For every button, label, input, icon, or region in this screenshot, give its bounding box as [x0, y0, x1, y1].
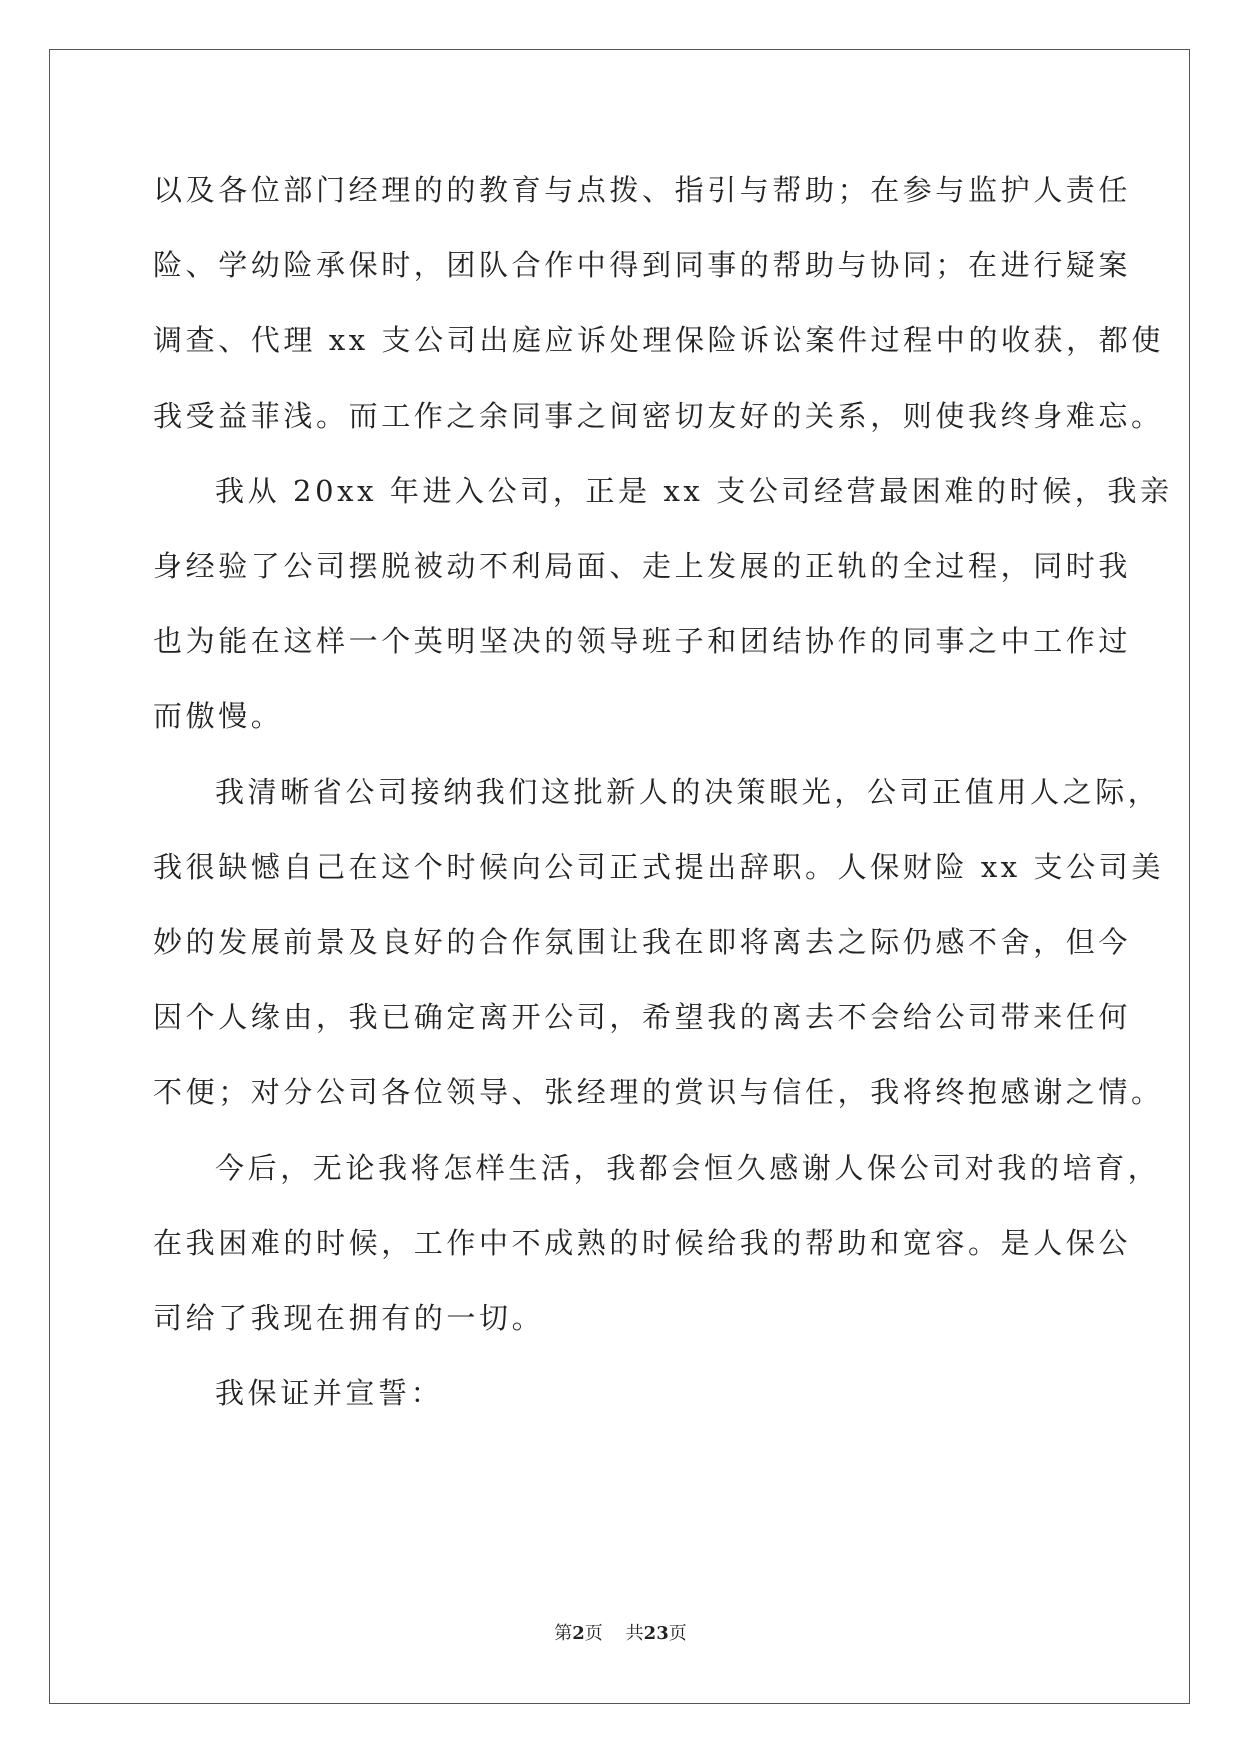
text-line: 我清晰省公司接纳我们这批新人的决策眼光，公司正值用人之际， [215, 775, 1161, 809]
text-line: 而傲慢。 [153, 699, 284, 733]
total-pages: 23 [643, 1623, 669, 1644]
page-prefix: 第 [554, 1623, 573, 1644]
total-suffix: 页 [668, 1623, 687, 1644]
text-line: 我很缺憾自己在这个时候向公司正式提出辞职。人保财险 xx 支公司美 [153, 850, 1164, 884]
text-line: 以及各位部门经理的的教育与点拨、指引与帮助；在参与监护人责任 [153, 173, 1132, 207]
page-number: 2 [572, 1623, 585, 1644]
text-line: 今后，无论我将怎样生活，我都会恒久感谢人保公司对我的培育， [215, 1151, 1161, 1185]
text-line: 身经验了公司摆脱被动不利局面、走上发展的正轨的全过程，同时我 [153, 549, 1132, 583]
text-line: 妙的发展前景及良好的合作氛围让我在即将离去之际仍感不舍，但今 [153, 925, 1132, 959]
text-line: 险、学幼险承保时，团队合作中得到同事的帮助与协同；在进行疑案 [153, 248, 1132, 282]
text-line: 调查、代理 xx 支公司出庭应诉处理保险诉讼案件过程中的收获，都使 [153, 323, 1164, 357]
text-line: 我受益菲浅。而工作之余同事之间密切友好的关系，则使我终身难忘。 [153, 399, 1164, 433]
text-line: 也为能在这样一个英明坚决的领导班子和团结协作的同事之中工作过 [153, 624, 1132, 658]
text-line: 司给了我现在拥有的一切。 [153, 1301, 545, 1335]
text-line: 因个人缘由，我已确定离开公司，希望我的离去不会给公司带来任何 [153, 1000, 1132, 1034]
total-prefix: 共 [625, 1623, 644, 1644]
text-line: 我保证并宣誓： [215, 1376, 444, 1410]
page-footer [0, 1622, 1241, 1646]
text-line: 不便；对分公司各位领导、张经理的赏识与信任，我将终抱感谢之情。 [153, 1075, 1164, 1109]
page-suffix: 页 [584, 1623, 603, 1644]
text-line: 在我困难的时候，工作中不成熟的时候给我的帮助和宽容。是人保公 [153, 1226, 1132, 1260]
text-line: 我从 20xx 年进入公司，正是 xx 支公司经营最困难的时候，我亲 [215, 474, 1173, 508]
